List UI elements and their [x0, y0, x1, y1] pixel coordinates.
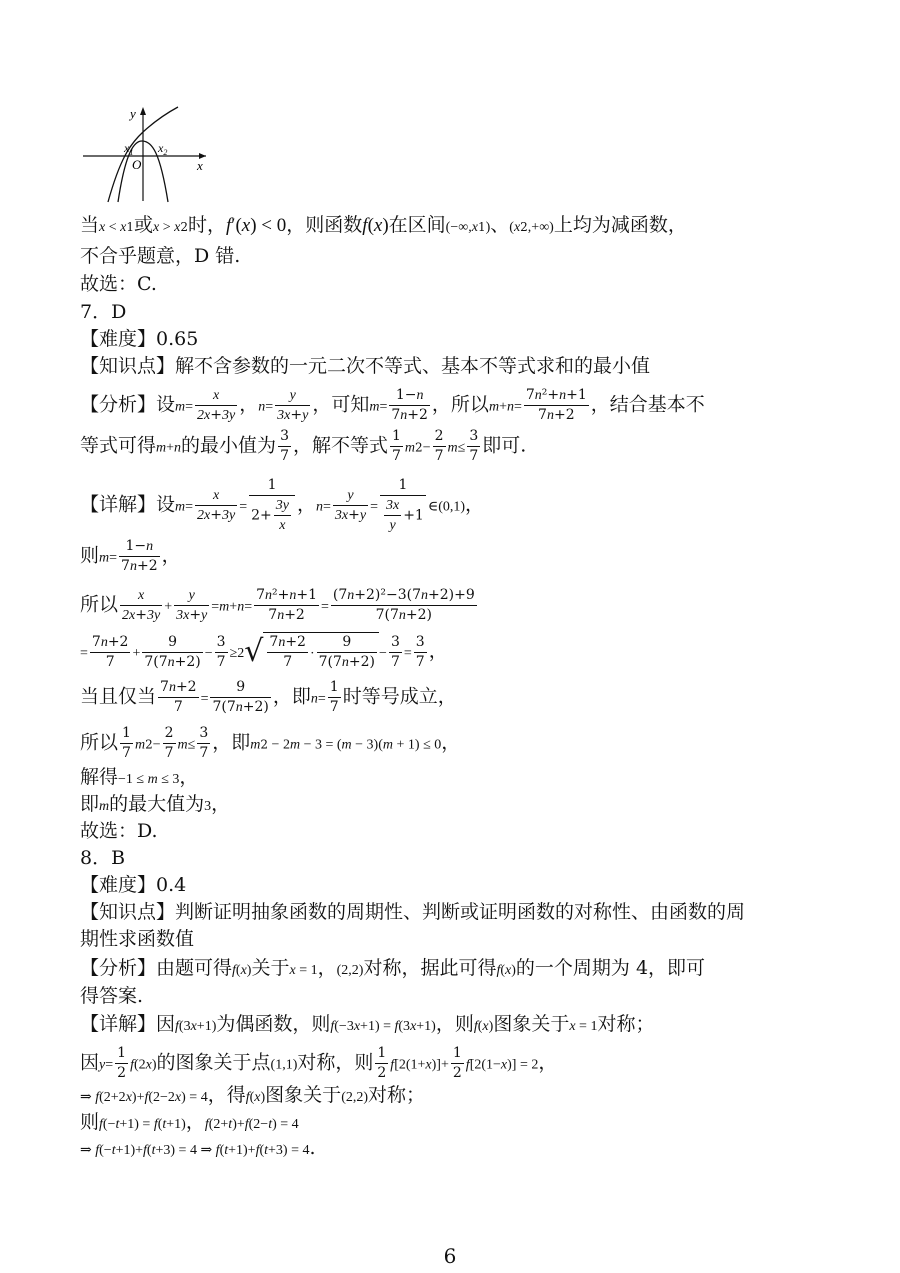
- q8-knowledge-points: 【知识点】判断证明抽象函数的周期性、判断或证明函数的对称性、由函数的周: [80, 901, 746, 923]
- q7-knowledge-points: 【知识点】解不含参数的一元二次不等式、基本不等式求和的最小值: [80, 355, 651, 377]
- question-8-title: 8．B: [80, 847, 126, 869]
- q8-knowledge-points: 期性求函数值: [80, 928, 195, 950]
- q8-detail: 因y= $\frac{1}{2}$ f(2x)的图象关于点(1,1)对称，则 $\frac{1}{2}$ f[2(1+x)]+ $\frac{1}{2}$ f[2(1−x)] = 2，: [80, 1045, 558, 1081]
- function-graph: [80, 104, 215, 204]
- q7-detail: 【详解】设m= $\frac{x}{2x+3y}$ = 1 2+ $\frac{3y}{x}$ ，n= $\frac{y}{3x+y}$ = 1 $\frac{3x}{y}$ +1 ∈(0,1)，: [80, 477, 485, 533]
- q7-detail: 则m= $\frac{1-n}{7n+2}$ ，: [80, 538, 181, 574]
- q7-detail: = $\frac{7n+2}{7}$ + $\frac{9}{7(7n+2)}$ − $\frac{3}{7}$ ≥2√ $\frac{7n+2}{7}$ · $\frac{9}{7(7n+2)}$ − $\frac{3}{7}$ = $\frac{3}{7}$ ，: [80, 633, 448, 670]
- answer-line: 故选：D.: [80, 820, 158, 842]
- q7-difficulty: 【难度】0.65: [80, 328, 199, 350]
- answer-line: 故选：C.: [80, 273, 157, 295]
- graph-x1-label: $x_1$: [124, 141, 134, 157]
- q8-detail: ⇒ f(2+2x)+f(2−2x) = 4，得f(x)图象关于(2,2)对称；: [80, 1084, 426, 1106]
- page-number: 6: [443, 1244, 457, 1268]
- graph-x2-label: $x_2$: [158, 141, 168, 157]
- q7-detail: 即m的最大值为3，: [80, 793, 231, 815]
- q7-detail: 所以 $\frac{x}{2x+3y}$ + $\frac{y}{3x+y}$ =m+n= $\frac{\text{7n²+n+1}}{7n+2}$ = $\frac{\text{(7n+2)²−3(7n+2)+9}}{7(7n+2)}$: [80, 587, 475, 623]
- question-7-title: 7．D: [80, 301, 127, 323]
- q8-analysis: 【分析】由题可得f(x)关于x = 1，(2,2)对称，据此可得f(x)的一个周期为 4，即可: [80, 957, 706, 979]
- q8-difficulty: 【难度】0.4: [80, 874, 187, 896]
- q7-detail: 当且仅当 $\frac{7n+2}{7}$ = $\frac{9}{7(7n+2)}$ ，即n= $\frac{1}{7}$ 时等号成立，: [80, 679, 457, 715]
- graph-origin-label: O: [132, 157, 142, 172]
- graph-y-label: y: [130, 106, 136, 121]
- q7-analysis: 【分析】设m= $\frac{x}{2x+3y}$ ，n= $\frac{y}{3x+y}$ ，可知m= $\frac{1-n}{7n+2}$ ，所以m+n= $\frac{\text{7n²+n+1}}{7n+2}$ ，结合基本不: [80, 387, 705, 423]
- graph-x-label: x: [197, 158, 203, 173]
- q8-detail: ⇒ f(−t+1)+f(t+3) = 4 ⇒ f(t+1)+f(t+3) = 4.: [80, 1137, 316, 1159]
- q8-detail: 则f(−t+1) = f(t+1)，f(2+t)+f(2−t) = 4: [80, 1111, 299, 1133]
- q8-detail: 【详解】因f(3x+1)为偶函数，则f(−3x+1) = f(3x+1)，则f(x)图象关于x = 1对称；: [80, 1013, 655, 1035]
- text-line: 不合乎题意，D 错.: [80, 245, 241, 267]
- q7-analysis: 等式可得m+n的最小值为 $\frac{3}{7}$ ，解不等式 $\frac{1}{7}$ m2− $\frac{2}{7}$ m≤ $\frac{3}{7}$ 即可.: [80, 428, 527, 464]
- text-line: 当x < x1或x > x2时，f′(x) < 0，则函数f(x)在区间(−∞,x1)、(x2,+∞)上均为减函数，: [80, 214, 687, 236]
- q7-detail: 解得−1 ≤ m ≤ 3，: [80, 766, 199, 788]
- q8-analysis: 得答案.: [80, 985, 144, 1007]
- q7-detail: 所以 $\frac{1}{7}$ m2− $\frac{2}{7}$ m≤ $\frac{3}{7}$ ，即m2 − 2m − 3 = (m − 3)(m + 1) ≤ 0，: [80, 725, 461, 761]
